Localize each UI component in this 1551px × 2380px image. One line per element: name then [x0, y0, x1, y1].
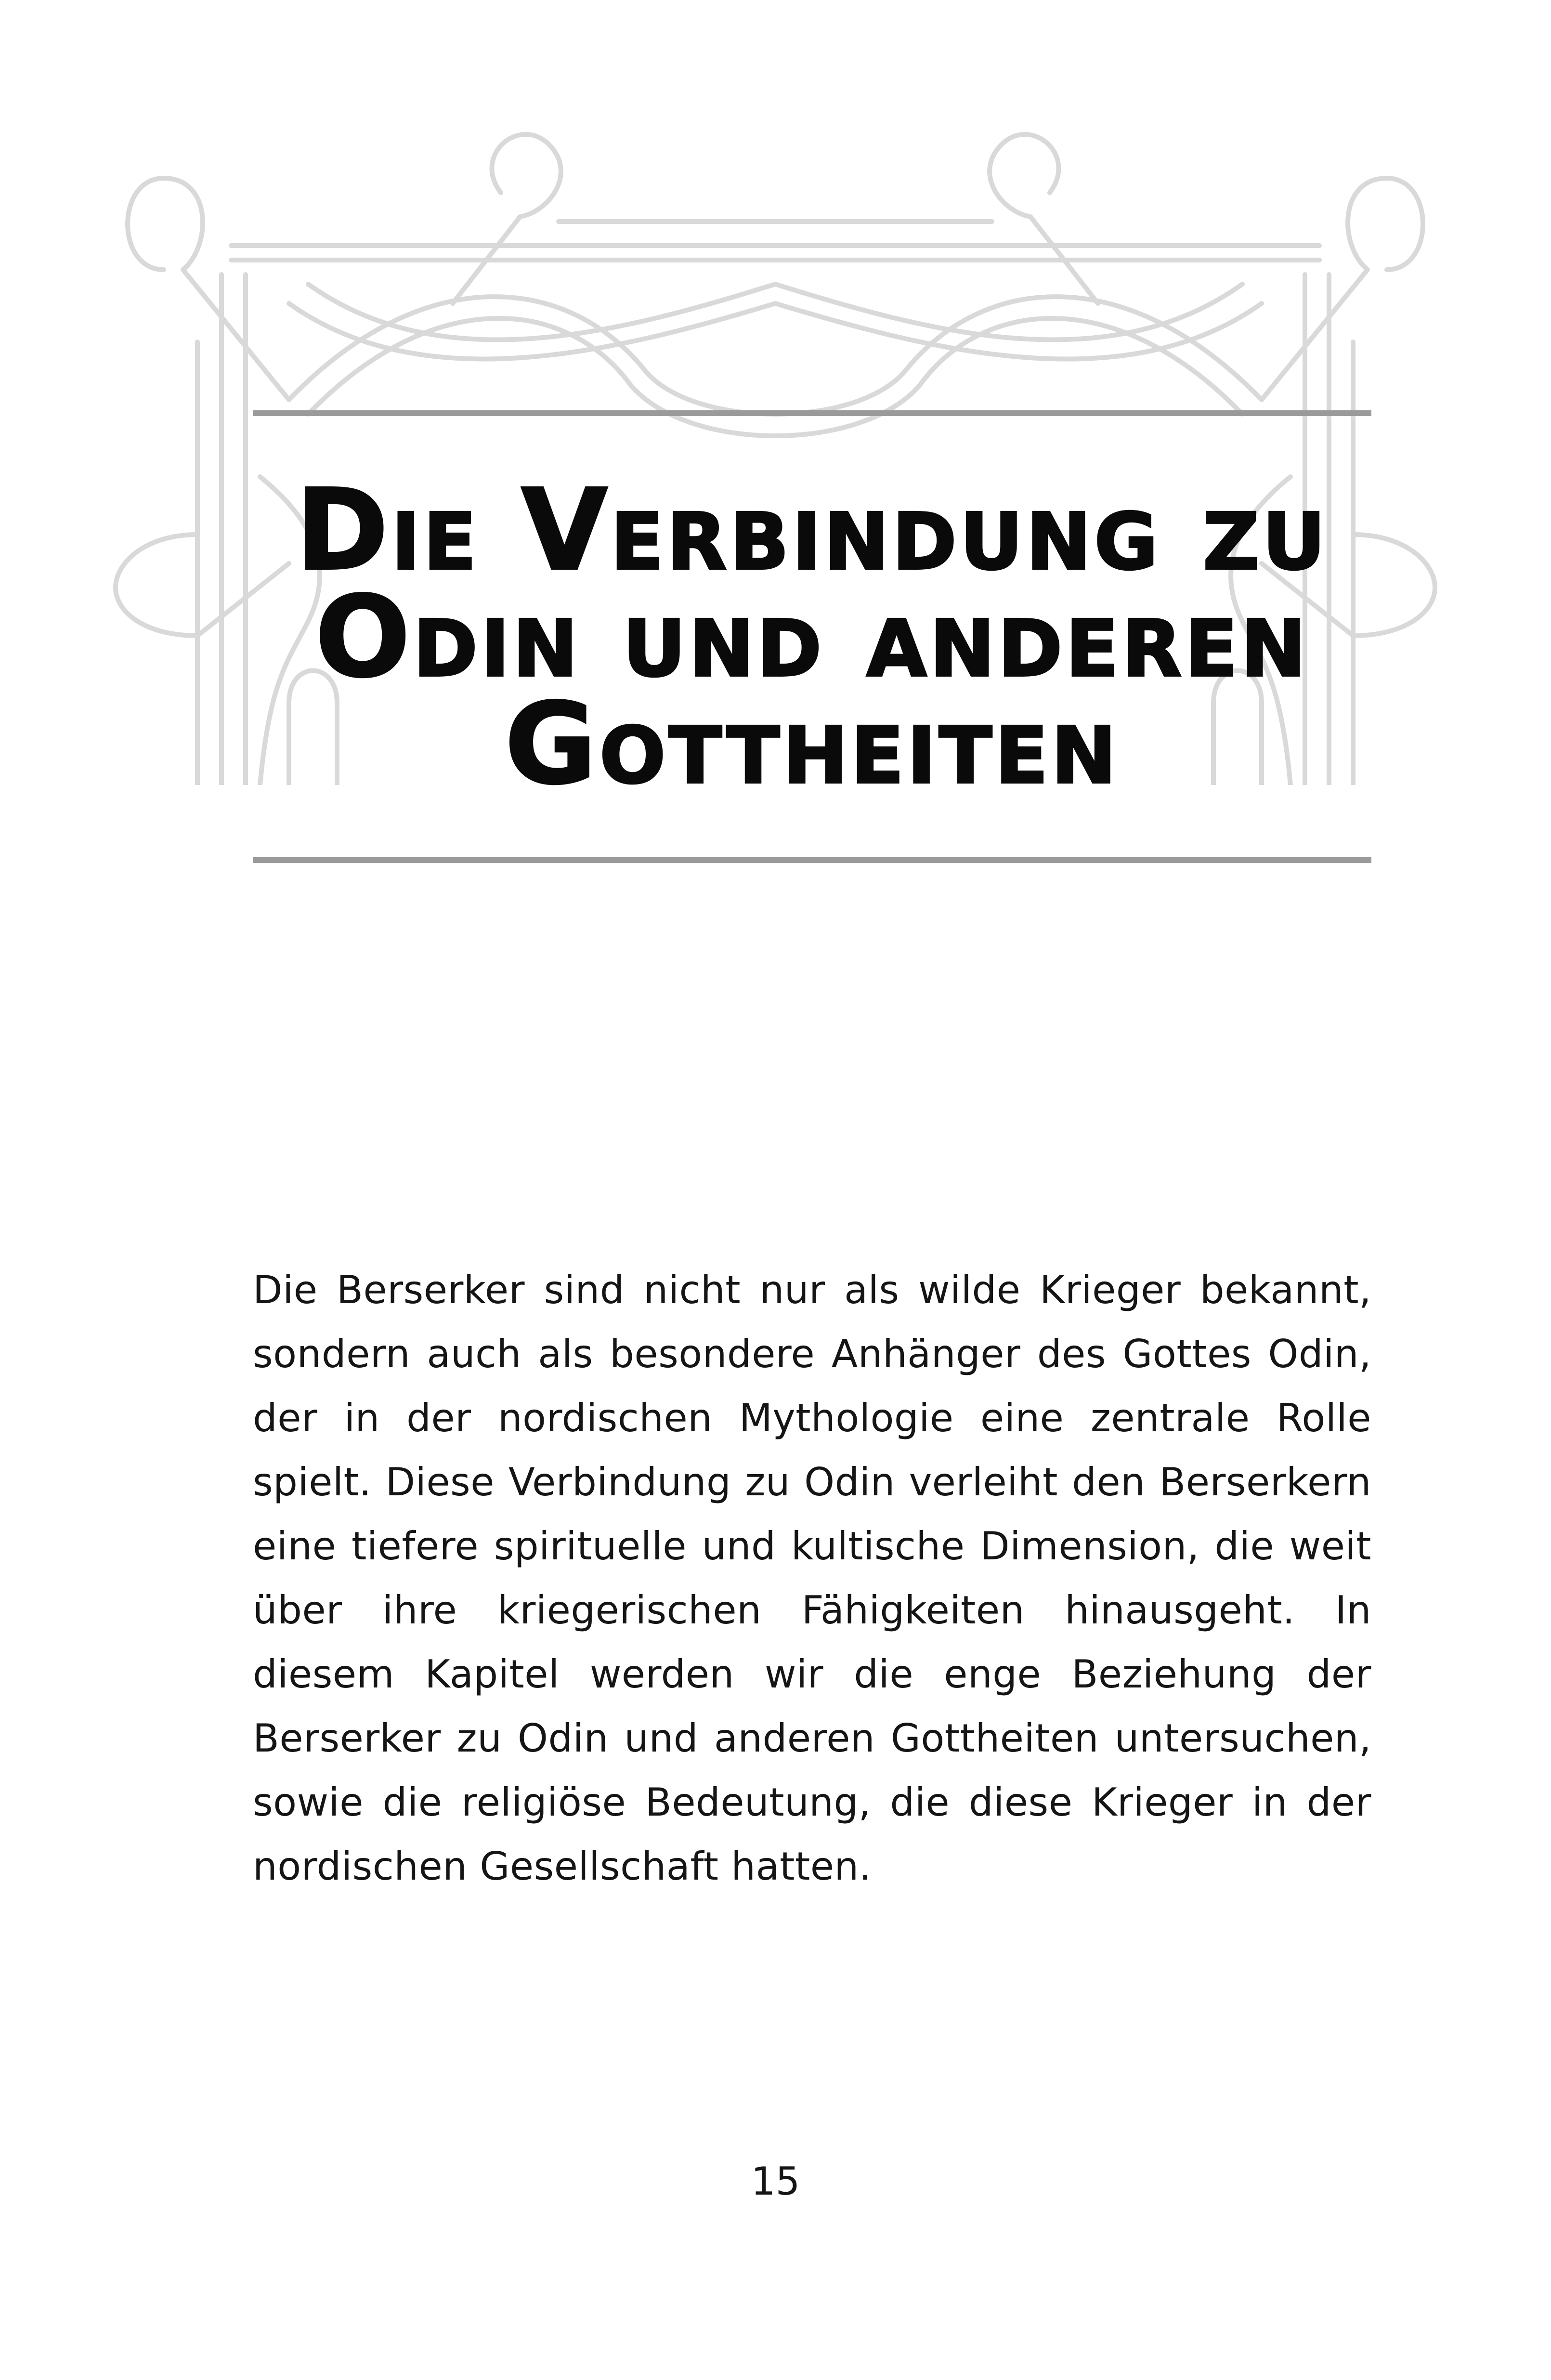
chapter-title: Die Verbindung zu Odin und anderen Gottheiten	[296, 465, 1329, 809]
title-rule-bottom	[253, 857, 1371, 863]
title-rule-top	[253, 410, 1371, 416]
page-number: 15	[751, 2159, 800, 2204]
body-paragraph: Die Berserker sind nicht nur als wilde Krieger bekannt, sondern auch als besondere Anhänger des Gottes Odin, der in der nordischen Mythologie eine zentrale Rolle spielt. Diese Verbindung zu Odin verleiht den Berserkern eine tiefere spirituelle und kultische Dimension, die weit über ihre kriegerischen Fähigkeiten hinausgeht. In diesem Kapitel werden wir die enge Beziehung der Berserker zu Odin und anderen Gottheiten untersuchen, sowie die religiöse Bedeutung, die diese Krieger in der nordischen Gesellschaft hatten.	[253, 1268, 1371, 1889]
